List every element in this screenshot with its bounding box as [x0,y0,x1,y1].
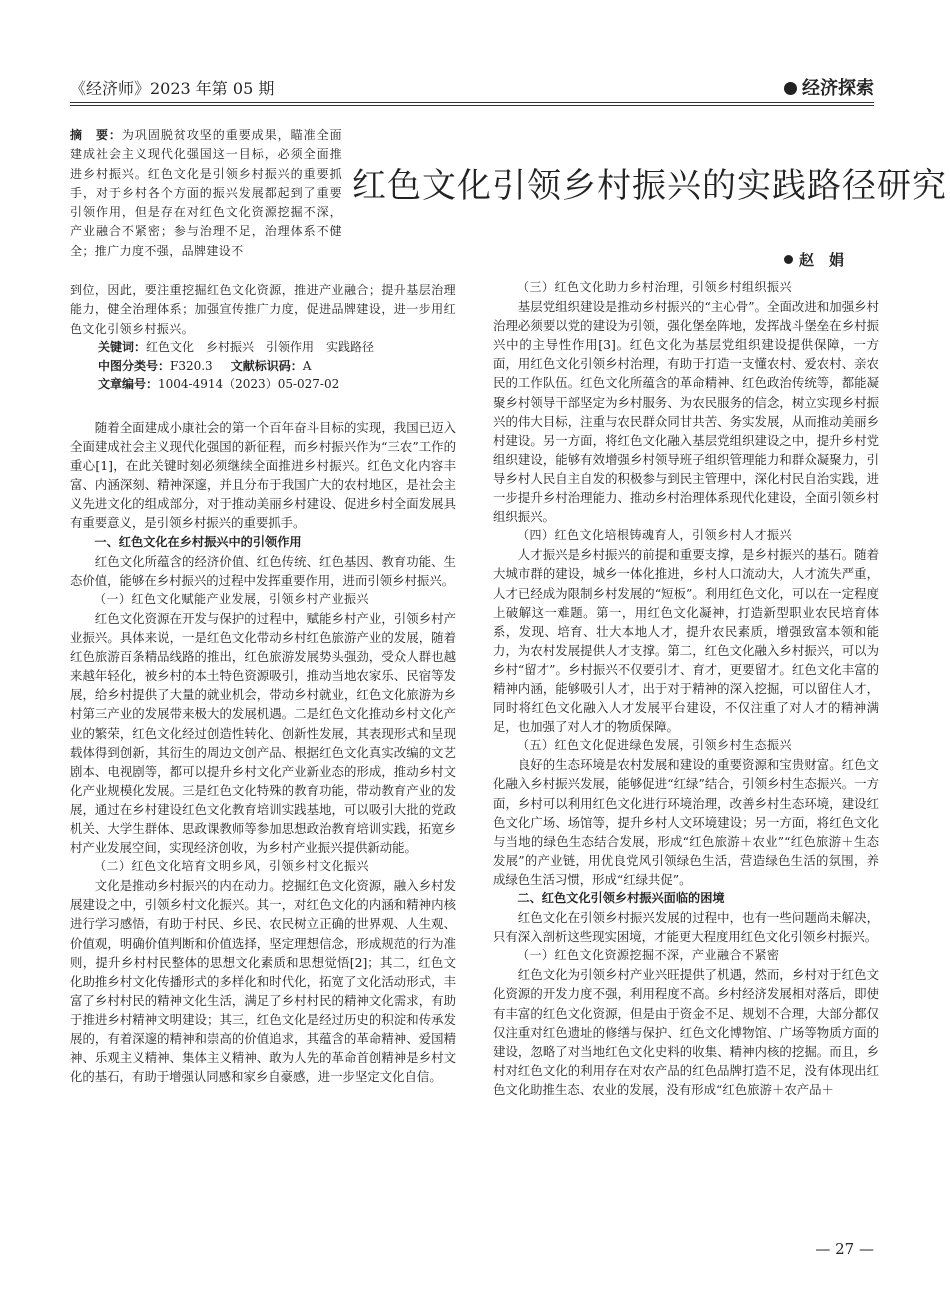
abstract-block [70,126,342,261]
subsection-heading: （一）红色文化资源挖掘不深，产业融合不紧密 [517,948,780,963]
section-label: 经济探索 [802,78,874,99]
paragraph: 红色文化资源在开发与保护的过程中，赋能乡村产业，引领乡村产业振兴。具体来说，一是红色文化带动乡村红色旅游产业的发展，随着红色旅游百条精品线路的推出，红色旅游发展势头强劲，受众人群也越来越年轻化，被乡村的本土特色资源吸引，推动当地农家乐、民宿等发展，给乡村提供了大量的就业机会，带动乡村就业，红色文化旅游为乡村第三产业的发展带来极大的发展机遇。二是红色文化推动乡村文化产业的繁荣，红色文化经过创造性转化、创新性发展，其表现形式和呈现载体得到创新，其衍生的周边文创产品、根据红色文化真实改编的文艺剧本、电视剧等，都可以提升乡村文化产业新业态的形成，推动乡村文化产业规模化发展。三是红色文化特殊的教育功能，带动教育产业的发展，通过在乡村建设红色文化教育培训实践基地，可以吸引大批的党政机关、大学生群体、思政课教师等参加思想政治教育培训实践，拓宽乡村产业发展空间，实现经济创收，为乡村产业振兴提供新动能。 [70,610,456,856]
paragraph: 人才振兴是乡村振兴的前提和重要支撑，是乡村振兴的基石。随着大城市群的建设，城乡一体化推进，乡村人口流动大，人才流失严重，人才已经成为限制乡村发展的“短板”。利用红色文化，可以在一定程度上破解这一难题。第一，用红色文化凝神，打造新型职业农民培育体系，发现、培育、壮大本地人才，提升农民素质，增强致富本领和能力，为农村发展提供人才支撑。第二，红色文化融入乡村振兴，可以为乡村“留才”。乡村振兴不仅要引才、育才，更要留才。红色文化丰富的精神内涵，能够吸引人才，出于对于精神的深入挖掘，可以留住人才，同时将红色文化融入人才发展平台建设，不仅注重了对人才的精神满足，也加强了对人才的物质保障。 [493,547,879,735]
abstract-continued: 到位，因此，要注重挖掘红色文化资源，推进产业融合；提升基层治理能力，健全治理体系；加强宣传推广力度，促进品牌建设，进一步用红色文化引领乡村振兴。 [70,283,456,336]
doc-code-value: A [302,358,312,373]
keywords: 红色文化 乡村振兴 引领作用 实践路径 [146,340,375,354]
article-number-line [98,375,374,394]
keywords-label: 关键词： [98,340,147,354]
header-rule-thin [70,105,874,106]
paragraph: 红色文化在引领乡村振兴发展的过程中，也有一些问题尚未解决，只有深入剖析这些现实困境，才能更大程度用红色文化引领乡村振兴。 [493,910,879,945]
paragraph: 基层党组织建设是推动乡村振兴的“主心骨”。全面改进和加强乡村治理必须要以党的建设为引领，强化堡垒阵地，发挥战斗堡垒在乡村振兴中的主导性作用[3]。红色文化为基层党组织建设提供保障，一方面，用红色文化引领乡村治理，有助于打造一支懂农村、爱农村、亲农民的工作队伍。红色文化所蕴含的革命精神、红色政治传统等，都能凝聚乡村领导干部坚定为乡村服务、为农民服务的信念，树立实现乡村振兴的伟大目标，注重与农民群众同甘共苦、务实发展，从而推动美丽乡村建设。另一方面，将红色文化融入基层党组织建设之中，提升乡村党组织建设，能够有效增强乡村领导班子组织管理能力和群众凝聚力，引导乡村人民自主自发的积极参与到民主管理中，深化村民自治实践，进一步提升乡村治理能力、推动乡村治理体系现代化建设，全面引领乡村组织振兴。 [493,299,879,525]
section-tag [784,74,874,100]
subsection-heading: （四）红色文化培根铸魂育人，引领乡村人才振兴 [517,528,793,543]
author-name: 赵 娟 [798,251,844,269]
subsection-heading: （二）红色文化培育文明乡风，引领乡村文化振兴 [94,859,370,874]
subsection-heading: （五）红色文化促进绿色发展，引领乡村生态振兴 [517,738,793,753]
article-no-label: 文章编号： [98,377,159,391]
clc-label: 中图分类号： [98,358,171,373]
subsection-heading: （一）红色文化赋能产业发展，引领乡村产业振兴 [94,591,370,606]
subsection-heading: （三）红色文化助力乡村治理，引领乡村组织振兴 [517,280,793,294]
paragraph: 文化是推动乡村振兴的内在动力。挖掘红色文化资源，融入乡村发展建设之中，引领乡村文化振兴。其一，对红色文化的内涵和精神内核进行学习感悟，有助于村民、乡民、农民树立正确的世界观、人生观、价值观，明确价值判断和价值选择，坚定理想信念，形成规范的行为准则，提升乡村村民整体的思想文化素质和思想觉悟[2]；其二，红色文化助推乡村文化传播形式的多样化和时代化，拓宽了文化活动形式，丰富了乡村村民的精神文化生活，满足了乡村村民的精神文化需求，有助于推进乡村精神文明建设；其三，红色文化是经过历史的积淀和传承发展的，有着深邃的精神和崇高的价值追求，其蕴含的革命精神、爱国精神、乐观主义精神、集体主义精神、敢为人先的革命首创精神是乡村文化的基石，有助于增强认同感和家乡自豪感，进一步坚定文化自信。 [70,878,456,1085]
abstract-text: 为巩固脱贫攻坚的重要成果，瞄准全面建成社会主义现代化强国这一目标，必须全面推进乡村振兴。红色文化是引领乡村振兴的重要抓手，对于乡村各个方面的振兴发展都起到了重要引领作用，但是存在对红色文化资源挖掘不深，产业融合不紧密；参与治理不足，治理体系不健全；推广力度不强，品牌建设不 [70,128,342,258]
doc-code-label: 文献标识码： [230,358,303,373]
bullet-icon [784,255,793,264]
header-rule [70,102,874,103]
author [784,249,844,270]
article-metadata [98,338,374,394]
right-column [493,278,879,1099]
paragraph: 良好的生态环境是农村发展和建设的重要资源和宝贵财富。红色文化融入乡村振兴发展，能够促进“红绿”结合，引领乡村生态振兴。一方面，乡村可以利用红色文化进行环境治理，改善乡村生态环境，建设红色文化广场、场馆等，提升乡村人文环境建设；另一方面，将红色文化与当地的绿色生态结合发展，形成“红色旅游＋农业”“红色旅游＋生态发展”的产业链，用优良党风引领绿色生活，营造绿色生活的氛围，养成绿色生活习惯，形成“红绿共促”。 [493,757,879,887]
paragraph: 红色文化为引领乡村产业兴旺提供了机遇，然而，乡村对于红色文化资源的开发力度不强，利用程度不高。乡村经济发展相对落后，即使有丰富的红色文化资源，但是由于资金不足、规划不合理，大部分都仅仅注重对红色遗址的修缮与保护、红色文化博物馆、广场等物质方面的建设，忽略了对当地红色文化史料的收集、精神内核的挖掘。而且，乡村对红色文化的利用存在对农产品的红色品牌打造不足，没有体现出红色文化助推生态、农业的发展，没有形成“红色旅游＋农产品＋ [493,967,879,1097]
article-title: 红色文化引领乡村振兴的实践路径研究 [352,166,947,206]
left-column [70,418,456,1086]
paragraph: 红色文化所蕴含的经济价值、红色传统、红色基因、教育功能、生态价值，能够在乡村振兴的过程中发挥重要作用，进而引领乡村振兴。 [70,553,456,588]
classification-line [98,357,374,376]
section-heading: 一、红色文化在乡村振兴中的引领作用 [94,534,302,549]
abstract-label: 摘 要： [70,128,122,142]
section-heading: 二、红色文化引领乡村振兴面临的困境 [517,891,725,905]
clc-value: F320.3 [170,358,213,373]
article-no-value: 1004-4914（2023）05-027-02 [158,377,340,391]
page-number: — 27 — [815,1240,874,1258]
keywords-line [98,338,374,357]
journal-header: 《经济师》2023 年第 05 期 [70,79,275,98]
bullet-icon [784,82,797,95]
paragraph: 随着全面建成小康社会的第一个百年奋斗目标的实现，我国已迈入全面建成社会主义现代化强国的新征程，而乡村振兴作为“三农”工作的重心[1]，在此关键时刻必须继续全面推进乡村振兴。红色文化内容丰富、内涵深刻、精神深邃，并且分布于我国广大的农村地区，是社会主义先进文化的组成部分，对于推动美丽乡村建设、促进乡村全面发展具有重要意义，是引领乡村振兴的重要抓手。 [70,420,456,531]
